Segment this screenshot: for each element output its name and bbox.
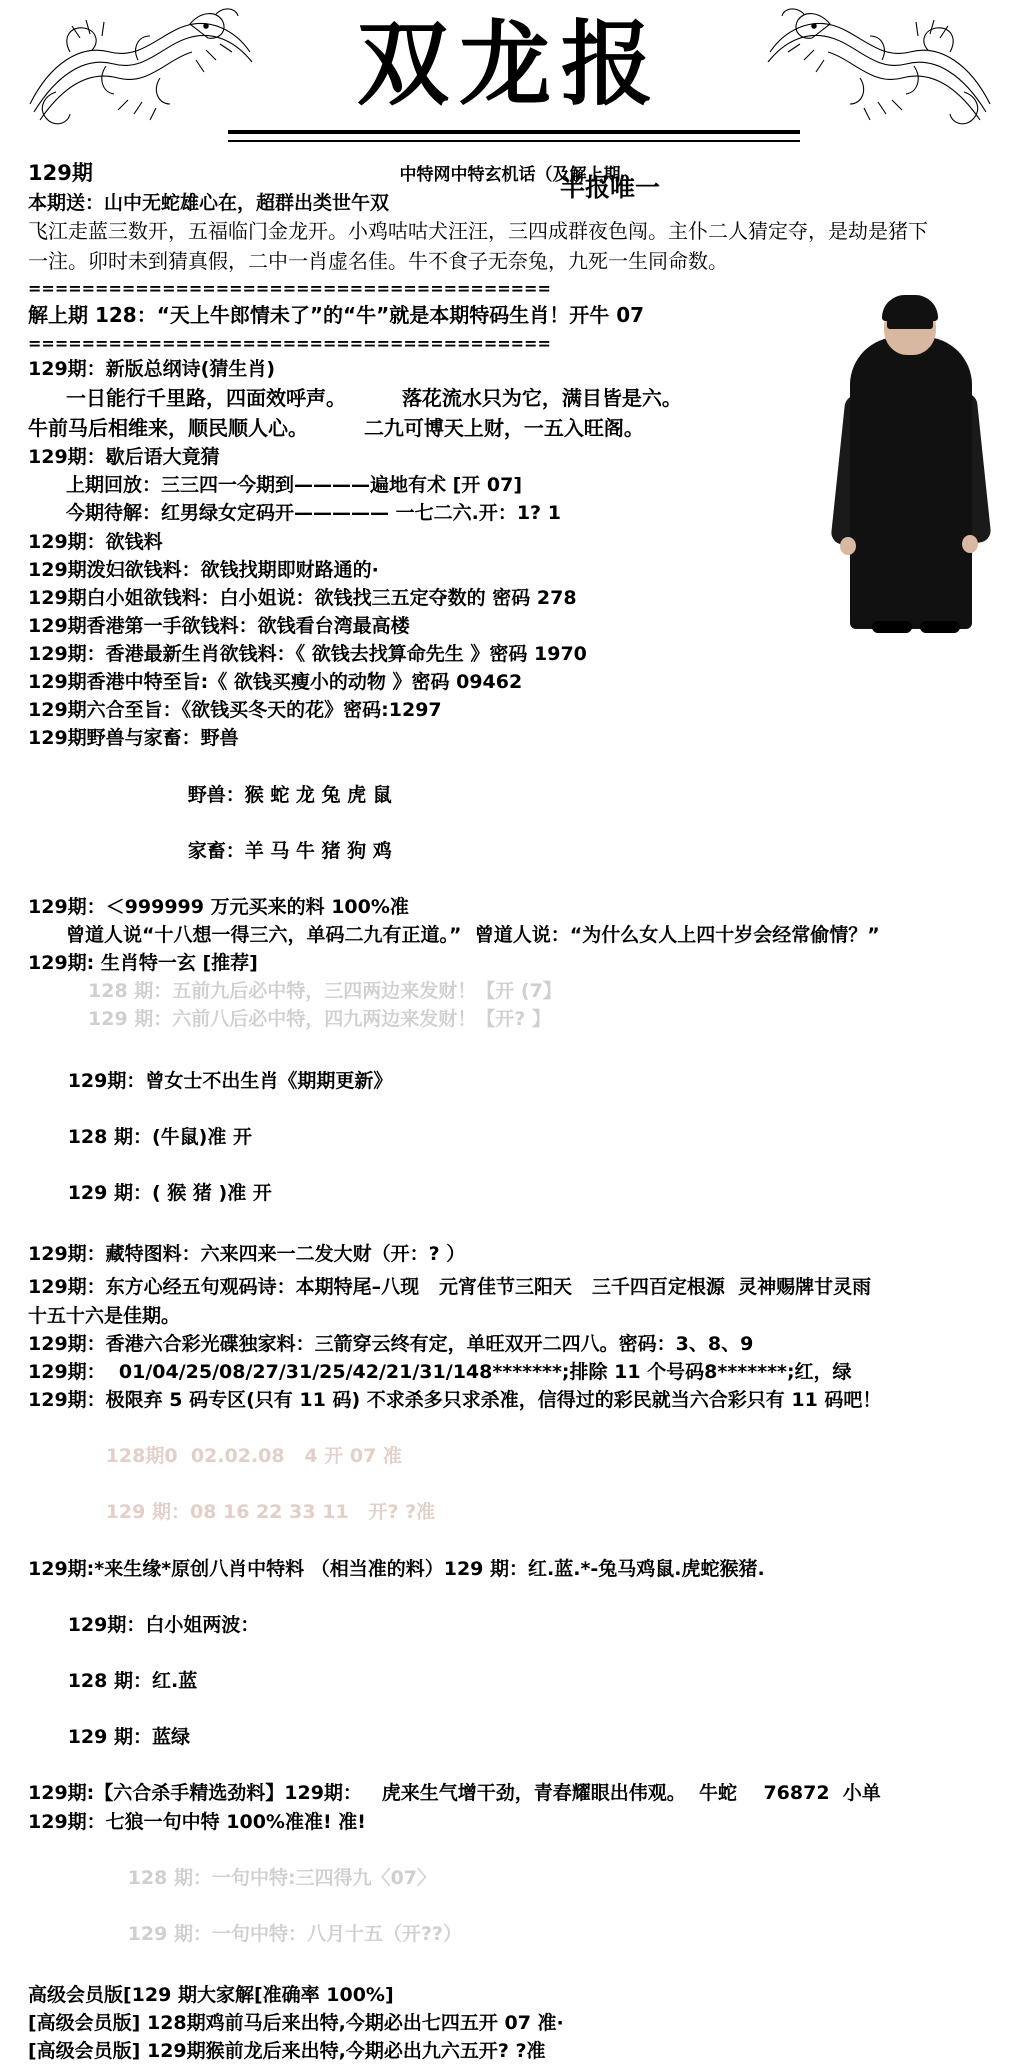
faint-129-b-text: 129 期：08 16 22 33 11 开? ?准 [105,1501,436,1524]
faint-129-c-text: 129 期：一句中特：八月十五（开??） [127,1922,463,1945]
poem-1b: 落花流水只为它，满目皆是六。 [401,386,682,411]
subtitle-center: 中特网中特玄机话（及解上期 [399,165,621,185]
faint-line-129: 129 期：六前八后必中特，四九两边来发财！【开? 】 [88,1008,551,1031]
line-verse-2: 一注。卯时未到猜真假，二中一肖虚名佳。牛不食子无奈兔，九死一生同命数。 [28,248,728,273]
poem-row-2 [28,413,988,443]
line-zengdaoren: 曾道人说“十八想一得三六，单码二九有正道。” 曾道人说：“为什么女人上四十岁会经常偷情？” [66,924,880,947]
line-limit-zone: 129期：极限弃 5 码专区(只有 11 码) 不求杀多只求杀准，信得过的彩民就当六合彩只有 11 码吧！ [28,1388,882,1411]
line-liuhe-zhizhi: 129期六合至旨：《欲钱买冬天的花》密码:1297 [28,699,442,722]
line-hk-cd-exclusive: 129期：香港六合彩光碟独家料：三箭穿云终有定，单旺双开二四八。密码：3、8、9 [28,1332,754,1355]
dragon-right-icon [760,4,1010,144]
faint-line-128: 128 期：五前九后必中特，三四两边来发财！【开 (7】 [88,980,562,1003]
line-vip-128: [高级会员版] 128期鸡前马后来出特,今期必出七四五开 07 准· [28,2012,564,2035]
poem-1a: 一日能行千里路，四面效呼声。 [66,386,346,411]
line-xiehouyu-current: 今期待解：红男绿女定码开————— 一七二六.开：1? 1 [66,502,561,525]
separator-2: ======================================= [28,333,551,353]
line-zodiac-special: 129期: 生肖特一玄 [推荐] [28,952,258,975]
line-beast-vs-livestock: 129期野兽与家畜：野兽 [28,727,239,750]
line-zeng-lady [28,1039,988,1236]
line-yuqian-hk-first: 129期香港第一手欲钱料：欲钱看台湾最高楼 [28,614,410,637]
title-rule [228,130,800,142]
poem-2b: 二九可博天上财，一五入旺阁。 [363,416,644,441]
line-killer-pick: 129期:【六合杀手精选劲料】129期： 虎来生气增干劲，青春耀眼出伟观。 牛蛇 76872 小单 [28,1782,881,1805]
line-verse-1: 飞江走蓝三数开，五福临门金龙开。小鸡咕咕犬汪汪，三四成群夜色闯。主仆二人猜定夺，是劫是猪下 [28,219,928,244]
beast-list: 野兽：猴 蛇 龙 兔 虎 鼠 [187,783,392,806]
line-send: 本期送：山中无蛇雄心在，超群出类世午双 [28,192,390,215]
line-expensive-tip: 129期：＜999999 万元买来的料 100%准 [28,896,409,919]
line-baixiaojie-two-waves [28,1583,988,1780]
separator-1: ======================================= [28,279,551,299]
line-east-heart-poem: 129期：东方心经五句观码诗：本期特尾–八现 元宵佳节三阳天 三千四百定根源 灵神赐牌甘灵雨 [28,1276,872,1299]
poem-2a: 牛前马后相维来，顺民顺人心。 [28,416,308,441]
two-waves-128: 128 期：红.蓝 [67,1669,198,1692]
line-yuqian-pofu: 129期泼妇欲钱料：欲钱找期即财路通的· [28,558,379,581]
line-xiehouyu-title: 129期：歇后语大竟猜 [28,446,220,469]
line-beast-list [28,752,988,893]
faint-128-b-text: 128期0 02.02.08 4 开 07 准 [105,1445,402,1468]
line-hk-zhongte: 129期香港中特至旨:《 欲钱买瘦小的动物 》密码 09462 [28,671,523,694]
faint-128-c-text: 128 期：一句中特:三四得九〈07〉 [127,1866,437,1889]
article-body [28,158,988,2066]
faint-line-128-c [28,1836,988,1977]
two-waves-title: 129期：白小姐两波： [67,1613,260,1636]
line-xiehouyu-prev: 上期回放：三三四一今期到————遍地有术 [开 07] [66,474,523,497]
line-vip-header: 高级会员版[129 期大家解[准确率 100%] [28,1984,394,2007]
line-hidden-chart: 129期：藏特图料：六来四来一二发大财（开：? ） [28,1243,466,1266]
faint-line-128-b [28,1414,988,1555]
line-laishengyuan: 129期:*来生缘*原创八肖中特料 （相当准的料）129 期：红.蓝.*-兔马鸡鼠.虎蛇猴猪. [28,1557,765,1580]
subtitle-right: 半报唯一 [560,173,661,202]
line-yuqian-hk-newest: 129期：香港最新生肖欲钱料：《 欲钱去找算命先生 》密码 1970 [28,643,587,666]
line-outline-poem-title: 129期：新版总纲诗(猜生肖) [28,358,276,381]
line-yuqian-baixiaojie: 129期白小姐欲钱料：白小姐说：欲钱找三五定夺数的 密码 278 [28,586,577,609]
zeng-lady-129: 129 期：( 猴 猪 )准 开 [67,1182,272,1205]
line-seven-wolf: 129期：七狼一句中特 100%准准! 准! [28,1810,366,1833]
zeng-lady-title: 129期：曾女士不出生肖《期期更新》 [67,1069,393,1092]
line-yuqian-title: 129期：欲钱料 [28,530,163,553]
issue-label: 129期 [28,161,93,185]
two-waves-129: 129 期：蓝绿 [67,1726,190,1749]
poem-row-1 [28,383,988,413]
livestock-list: 家畜：羊 马 牛 猪 狗 鸡 [187,839,392,862]
line-vip-129: [高级会员版] 129期猴前龙后来出特,今期必出九六五开? ?准 [28,2040,546,2063]
line-prev-answer: 解上期 128：“天上牛郎情未了”的“牛”就是本期特码生肖！开牛 07 [28,302,645,327]
line-east-heart-poem-2: 十五十六是佳期。 [28,1304,181,1327]
line-number-exclusion: 129期： 01/04/25/08/27/31/25/42/21/31/148*******;排除 11 个号码8*******;红，绿 [28,1360,852,1383]
zeng-lady-128: 128 期：(牛鼠)准 开 [67,1125,252,1148]
page-title: 双龙报 [356,10,663,118]
